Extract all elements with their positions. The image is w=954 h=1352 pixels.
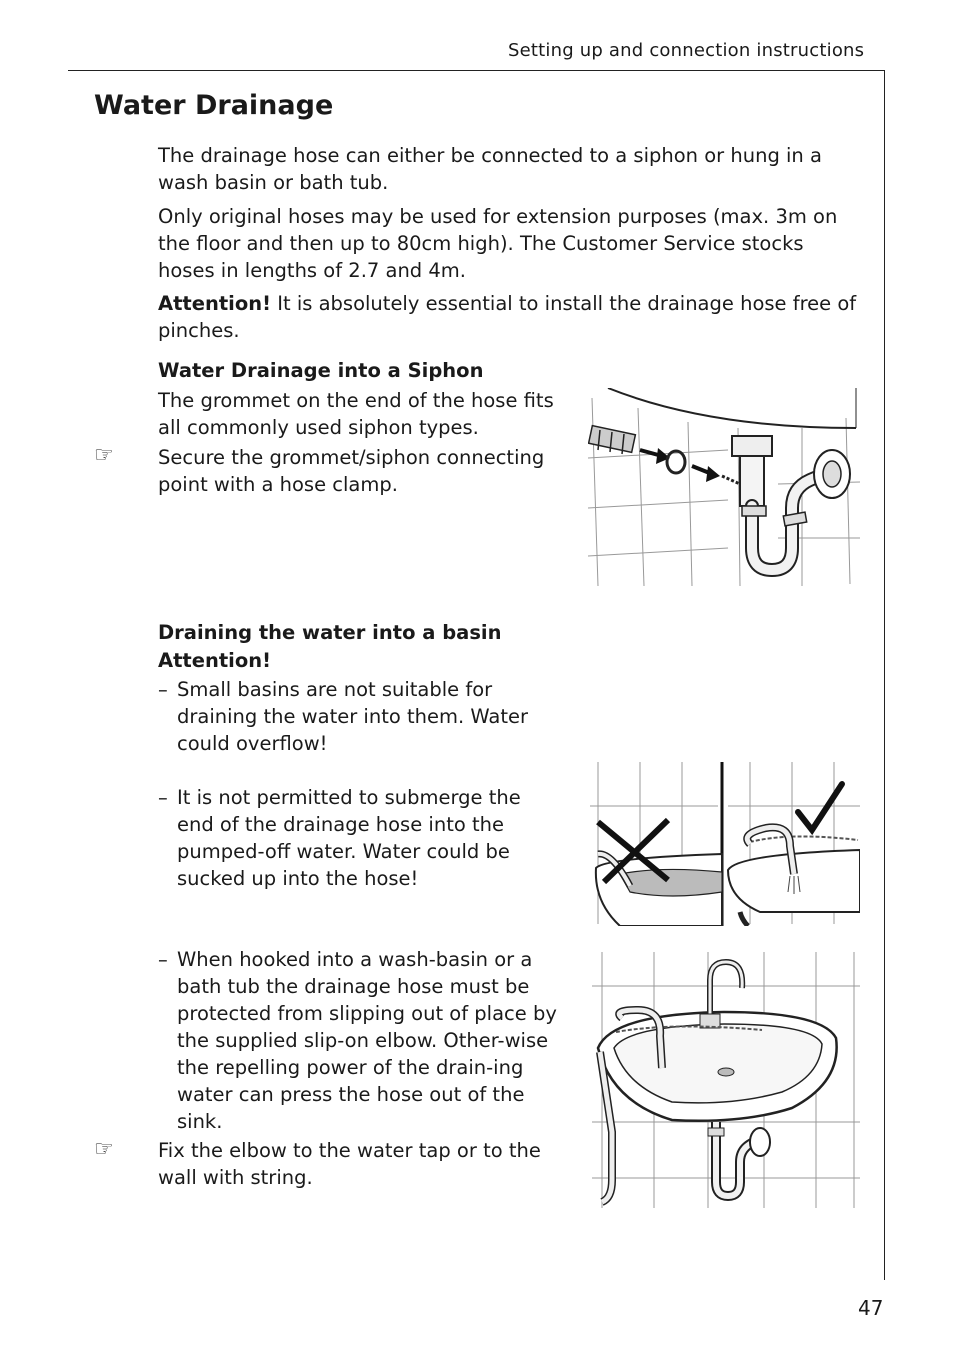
list-item: – When hooked into a wash-basin or a bath tub the drainage hose must be protected from slipping out of place by the supplied slip-on elbow. Other-wise the repelling power of the drain-ing water can press the hose out of the sink. — [158, 946, 558, 1136]
attention-label: Attention! — [158, 292, 272, 315]
list-item: – It is not permitted to submerge the end of the drainage hose into the pumped-off water. Water could be sucked up into the hose! — [158, 784, 558, 894]
basin-comparison-illustration — [590, 762, 860, 926]
pointing-hand-icon: ☞ — [94, 1137, 114, 1162]
basin-heading: Draining the water into a basin — [158, 621, 502, 644]
pointing-hand-icon: ☞ — [94, 443, 114, 468]
running-header: Setting up and connection instructions — [508, 40, 865, 61]
siphon-illustration — [588, 388, 860, 588]
basin-attention: Attention! — [158, 649, 272, 672]
attention-paragraph — [158, 290, 858, 344]
basin-step: Fix the elbow to the water tap or to the wall with string. — [158, 1139, 541, 1189]
margin-rule — [884, 70, 885, 1280]
page-number: 47 — [858, 1296, 884, 1320]
list-item-text: Small basins are not suitable for draining the water into them. Water could overflow! — [177, 678, 529, 755]
wash-basin-illustration — [592, 952, 860, 1210]
intro-paragraph-1: The drainage hose can either be connected to a siphon or hung in a wash basin or bath tub. — [158, 144, 822, 194]
list-item: – Small basins are not suitable for draining the water into them. Water could overflow! — [158, 676, 558, 758]
intro-paragraph-2: Only original hoses may be used for extension purposes (max. 3m on the floor and then up to 80cm high). The Customer Service stocks hoses in lengths of 2.7 and 4m. — [158, 205, 838, 282]
siphon-text: The grommet on the end of the hose fits all commonly used siphon types. — [158, 389, 554, 439]
siphon-step: Secure the grommet/siphon connecting point with a hose clamp. — [158, 446, 545, 496]
list-item-text: When hooked into a wash-basin or a bath tub the drainage hose must be protected from slipping out of place by the supplied slip-on elbow. Other-wise the repelling power of the drain-ing water can press the hose out of the sink. — [177, 948, 557, 1133]
attention-text: It is absolutely essential to install the drainage hose free of pinches. — [158, 292, 857, 342]
page-title: Water Drainage — [94, 90, 334, 121]
header-rule — [68, 70, 885, 71]
siphon-heading: Water Drainage into a Siphon — [158, 359, 484, 382]
list-item-text: It is not permitted to submerge the end of the drainage hose into the pumped-off water. Water could be sucked up into the hose! — [177, 786, 521, 890]
